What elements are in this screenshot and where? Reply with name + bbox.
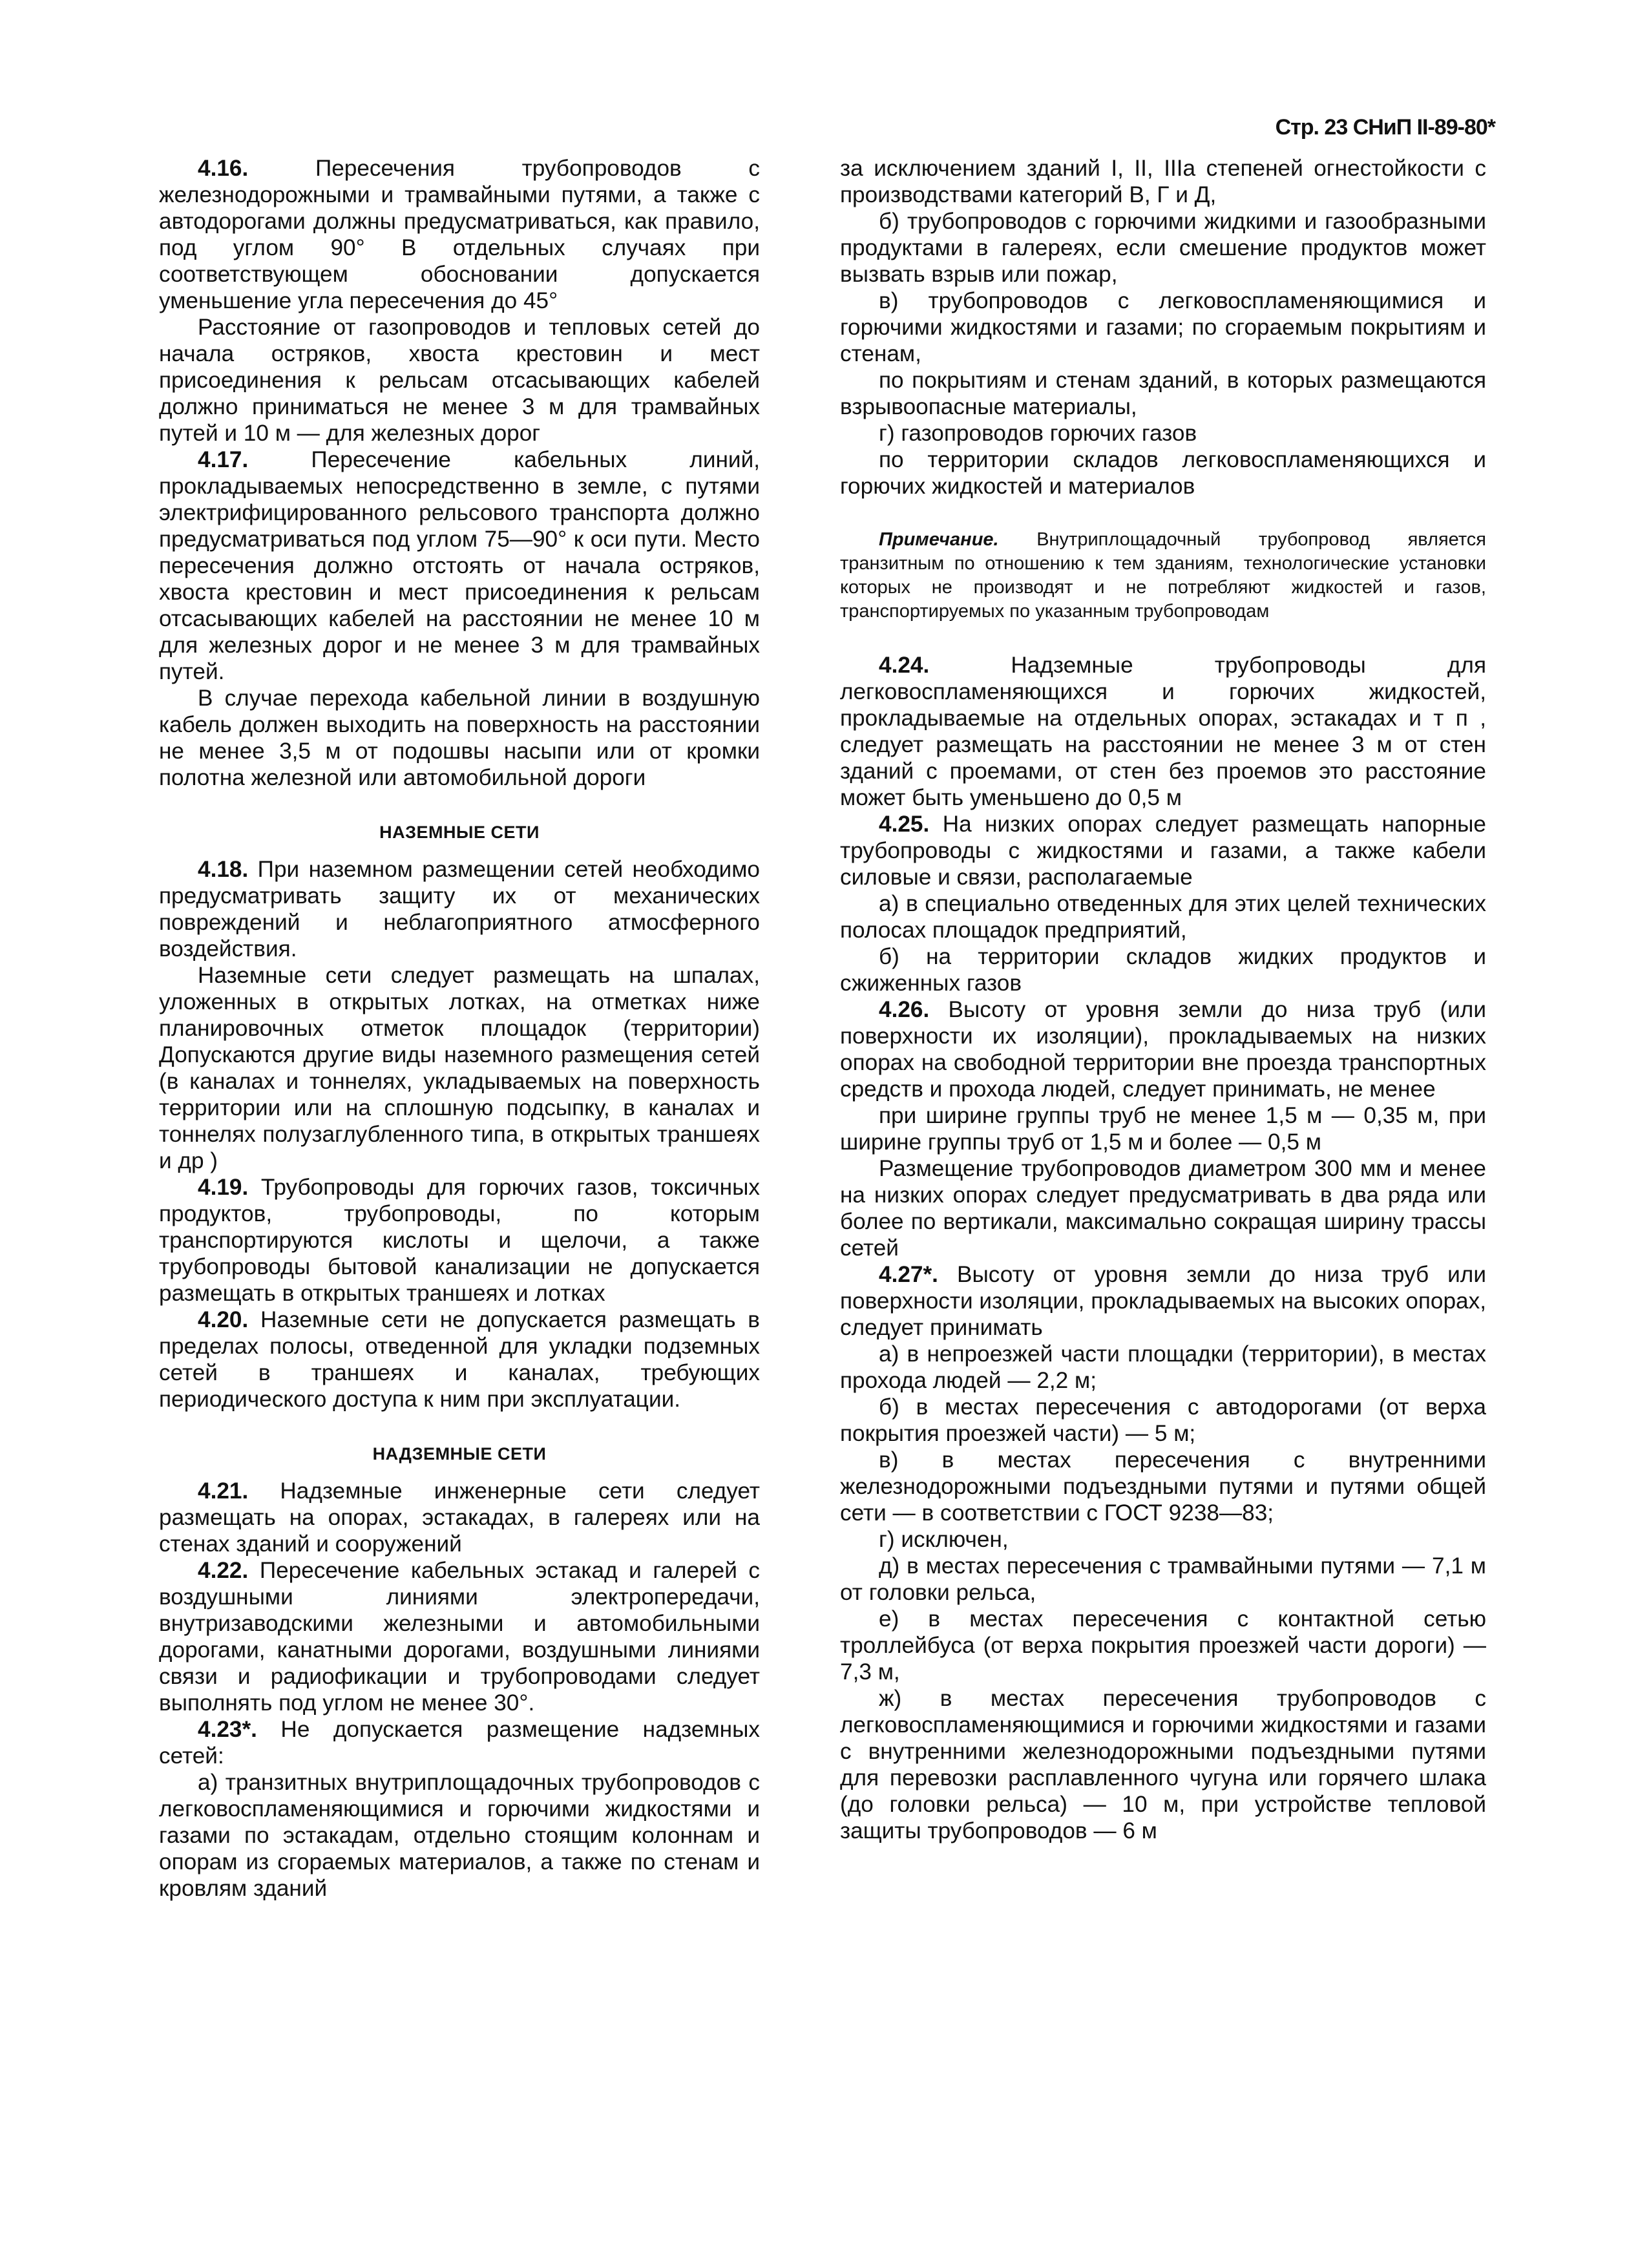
paragraph-4-27 [840,1261,1486,1341]
clause-number: 4.23*. [198,1717,257,1742]
paragraph: Наземные сети следует размещать на шпалах, уложенных в открытых лотках, на отметках ниже планировочных отметок площадок (территории) Допускаются другие виды наземного размещения сетей (в каналах и тоннелях, укладываемых на поверхность территории или на сплошную подсыпку, в каналах и тоннелях полузаглубленного типа, в открытых траншеях и др ) [159,963,760,1173]
clause-number: 4.26. [879,997,930,1022]
paragraph-4-18 [159,856,760,962]
clause-text: Не допускается размещение надземных сетей: [159,1717,760,1769]
paragraph-4-20 [159,1307,760,1412]
clause-text: Наземные сети не допускается размещать в пределах полосы, отведенной для укладки подземных сетей в траншеях и каналах, требующих периодического доступа к ним при эксплуатации. [159,1307,761,1412]
paragraph-4-16 [159,155,760,314]
clause-text: Высоту от уровня земли до низа труб (или поверхности их изоляции), прокладываемых на низких опорах на свободной территории вне проезда транспортных средств и прохода людей, следует принимать, не менее [840,997,1486,1102]
clause-number: 4.17. [198,447,249,472]
clause-text: Трубопроводы для горючих газов, токсичных продуктов, трубопроводы, по которым транспортируются кислоты и щелочи, а также трубопроводы бытовой канализации не допускается размещать в открытых траншеях и лотках [159,1175,760,1306]
paragraph: за исключением зданий I, II, IIIа степеней огнестойкости с производствами категорий В, Г и Д, [840,156,1486,207]
clause-text: Пересечения трубопроводов с железнодорожными и трамвайными путями, а также с автодорогами должны предусматриваться, как правило, под углом 90° В отдельных случаях при соответствующем обосновании допускается уменьшение угла пересечения до 45° [159,156,760,313]
section-heading-ground-networks: НАЗЕМНЫЕ СЕТИ [379,823,540,842]
paragraph-4-24 [840,652,1486,811]
note-text: Внутриплощадочный трубопровод является транзитным по отношению к тем зданиям, технологические установки которых не производят и не потребляют жидкостей и газов, транспортируемых по указанным трубопроводам [840,529,1486,622]
right-column [840,155,1486,1844]
list-item: в) трубопроводов с легковоспламеняющимися и горючими жидкостями и газами; по сгораемым покрытиям и стенам, [840,288,1486,366]
list-item: в) в местах пересечения с внутренними железнодорожными подъездными путями и путями общей сети — в соответствии с ГОСТ 9238—83; [840,1447,1486,1526]
clause-number: 4.24. [879,653,930,678]
list-item: е) в местах пересечения с контактной сетью троллейбуса (от верха покрытия проезжей части дороги) — 7,3 м, [840,1606,1486,1685]
list-item: а) в непроезжей части площадки (территории), в местах прохода людей — 2,2 м; [840,1341,1486,1393]
clause-number: 4.25. [879,812,930,837]
list-item: а) транзитных внутриплощадочных трубопроводов с легковоспламеняющимися и горючими жидкостями и газами по эстакадам, отдельно стоящим колоннам и опорам из сгораемых материалов, а также по стенам и кровлям зданий [159,1770,760,1901]
list-item: д) в местах пересечения с трамвайными путями — 7,1 м от головки рельса, [840,1553,1486,1605]
list-item: по покрытиям и стенам зданий, в которых размещаются взрывоопасные материалы, [840,368,1486,419]
list-item: по территории складов легковоспламеняющихся и горючих жидкостей и материалов [840,447,1486,499]
paragraph-4-17 [159,446,760,685]
note [840,528,1486,624]
list-item: г) газопроводов горючих газов [879,421,1197,446]
page-header: Стр. 23 СНиП II-89-80* [1275,115,1495,140]
paragraph-4-26 [840,996,1486,1102]
clause-number: 4.18. [198,857,249,882]
list-item: б) на территории складов жидких продуктов и сжиженных газов [840,944,1486,996]
paragraph-4-25 [840,811,1486,890]
paragraph-4-19 [159,1174,760,1307]
list-item: б) трубопроводов с горючими жидкими и газообразными продуктами в галереях, если смешение продуктов может вызвать взрыв или пожар, [840,209,1486,287]
paragraph-4-23 [159,1716,760,1769]
list-item: а) в специально отведенных для этих целей технических полосах площадок предприятий, [840,891,1486,943]
clause-text: Пересечение кабельных эстакад и галерей с воздушными линиями электропередачи, внутризаводскими железными и автомобильными дорогами, канатными дорогами, воздушными линиями связи и радиофикации и трубопроводами следует выполнять под углом не менее 30°. [159,1558,760,1716]
clause-text: Надземные трубопроводы для легковоспламеняющихся и горючих жидкостей, прокладываемые на отдельных опорах, эстакадах и т п , следует размещать на расстоянии не менее 3 м от стен зданий с проемами, от стен без проемов это расстояние может быть уменьшено до 0,5 м [840,653,1487,810]
clause-number: 4.22. [198,1558,249,1583]
clause-text: Пересечение кабельных линий, прокладываемых непосредственно в земле, с путями электрифицированного рельсового транспорта должно предусматриваться под углом 75—90° к оси пути. Место пересечения должно отстоять от начала остряков, хвоста крестовин и мест присоединения к рельсам отсасывающих кабелей на расстоянии не менее 10 м для железных дорог и не менее 3 м для трамвайных путей. [159,447,760,684]
clause-number: 4.20. [198,1307,249,1332]
paragraph-4-22 [159,1557,760,1716]
clause-number: 4.21. [198,1478,249,1504]
note-label: Примечание. [879,529,999,550]
clause-text: При наземном размещении сетей необходимо предусматривать защиту их от механических повреждений и неблагоприятного атмосферного воздействия. [159,857,761,961]
paragraph: при ширине группы труб не менее 1,5 м — 0,35 м, при ширине группы труб от 1,5 м и более — 0,5 м [840,1103,1486,1155]
list-item: б) в местах пересечения с автодорогами (от верха покрытия проезжей части) — 5 м; [840,1394,1486,1446]
section-heading-overhead-networks: НАДЗЕМНЫЕ СЕТИ [372,1444,547,1464]
paragraph: Размещение трубопроводов диаметром 300 мм и менее на низких опорах следует предусматривать в два ряда или более по вертикали, максимально сокращая ширину трассы сетей [840,1156,1486,1261]
clause-number: 4.27*. [879,1262,938,1287]
clause-text: На низких опорах следует размещать напорные трубопроводы с жидкостями и газами, а также кабели силовые и связи, располагаемые [840,812,1486,890]
left-column [159,155,760,1902]
clause-number: 4.16. [198,156,249,181]
clause-number: 4.19. [198,1175,249,1200]
paragraph: Расстояние от газопроводов и тепловых сетей до начала остряков, хвоста крестовин и мест присоединения к рельсам отсасывающих кабелей должно приниматься не менее 3 м для трамвайных путей и 10 м — для железных дорог [159,315,760,446]
list-item: ж) в местах пересечения трубопроводов с легковоспламеняющимися и горючими жидкостями и газами с внутренними железнодорожными подъездными путями для перевозки расплавленного чугуна или горячего шлака (до головки рельса) — 10 м, при устройстве тепловой защиты трубопроводов — 6 м [840,1686,1486,1843]
paragraph: В случае перехода кабельной линии в воздушную кабель должен выходить на поверхность на расстоянии не менее 3,5 м от подошвы насыпи или от кромки полотна железной или автомобильной дороги [159,686,760,790]
clause-text: Надземные инженерные сети следует размещать на опорах, эстакадах, в галереях или на стенах зданий и сооружений [159,1478,760,1557]
clause-text: Высоту от уровня земли до низа труб или поверхности изоляции, прокладываемых на высоких опорах, следует принимать [840,1262,1486,1340]
list-item: г) исключен, [879,1527,1009,1552]
paragraph-4-21 [159,1478,760,1557]
